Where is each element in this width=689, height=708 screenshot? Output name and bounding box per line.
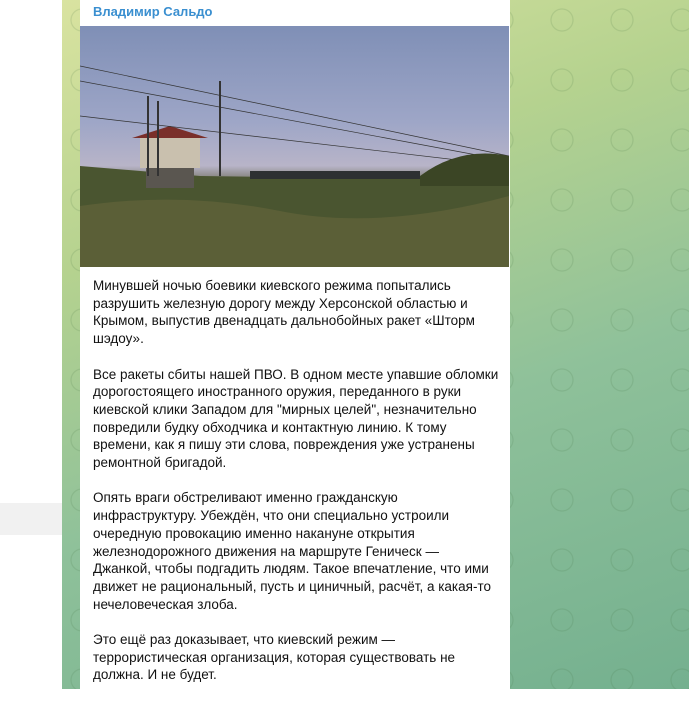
text-line: движет не рациональный, пусть и циничный, расчёт, а какая-то xyxy=(93,578,491,594)
text-line: времени, как я пишу эти слова, повреждения уже устранены xyxy=(93,437,475,453)
text-line: должна. И не будет. xyxy=(93,667,217,683)
sender-name[interactable]: Владимир Сальдо xyxy=(93,4,213,19)
text-line: разрушить железную дорогу между Херсонской областью и xyxy=(93,295,468,311)
text-line: дорогостоящего иностранного оружия, переданного в руки xyxy=(93,384,462,400)
railway-photo xyxy=(80,26,509,267)
text-line: железнодорожного движения на маршруте Геническ — xyxy=(93,543,439,559)
text-line: Джанкой, чтобы подгадить людям. Такое впечатление, что ими xyxy=(93,561,489,577)
message-text xyxy=(93,277,505,702)
chat-list-item[interactable] xyxy=(0,503,62,535)
text-line: ремонтной бригадой. xyxy=(93,455,227,471)
text-line: киевской клики Западом для "мирных целей", незначительно xyxy=(93,401,477,417)
message-paragraph xyxy=(93,277,505,348)
text-line: очередную провокацию именно накануне открытия xyxy=(93,525,415,541)
message-paragraph xyxy=(93,631,505,684)
message-paragraph xyxy=(93,366,505,472)
text-line: террористическая организация, которая существовать не xyxy=(93,649,456,665)
text-line: нечеловеческая злоба. xyxy=(93,596,238,612)
text-line: Опять враги обстреливают именно гражданскую xyxy=(93,490,398,506)
text-line: повредили будку обходчика и контактную линию. К тому xyxy=(93,419,447,435)
text-line: Крымом, выпустив двенадцать дальнобойных ракет «Шторм xyxy=(93,313,475,329)
message-bubble xyxy=(80,0,510,708)
message-paragraph xyxy=(93,489,505,613)
text-line: инфраструктуру. Убеждён, что они специально устроили xyxy=(93,508,450,524)
text-line: Все ракеты сбиты нашей ПВО. В одном месте упавшие обломки xyxy=(93,366,499,382)
message-photo[interactable] xyxy=(80,26,509,267)
text-line: шэдоу». xyxy=(93,331,144,347)
text-line: Минувшей ночью боевики киевского режима попытались xyxy=(93,278,451,293)
text-line: Это ещё раз доказывает, что киевский режим — xyxy=(93,632,396,648)
chat-list-panel xyxy=(0,0,62,689)
